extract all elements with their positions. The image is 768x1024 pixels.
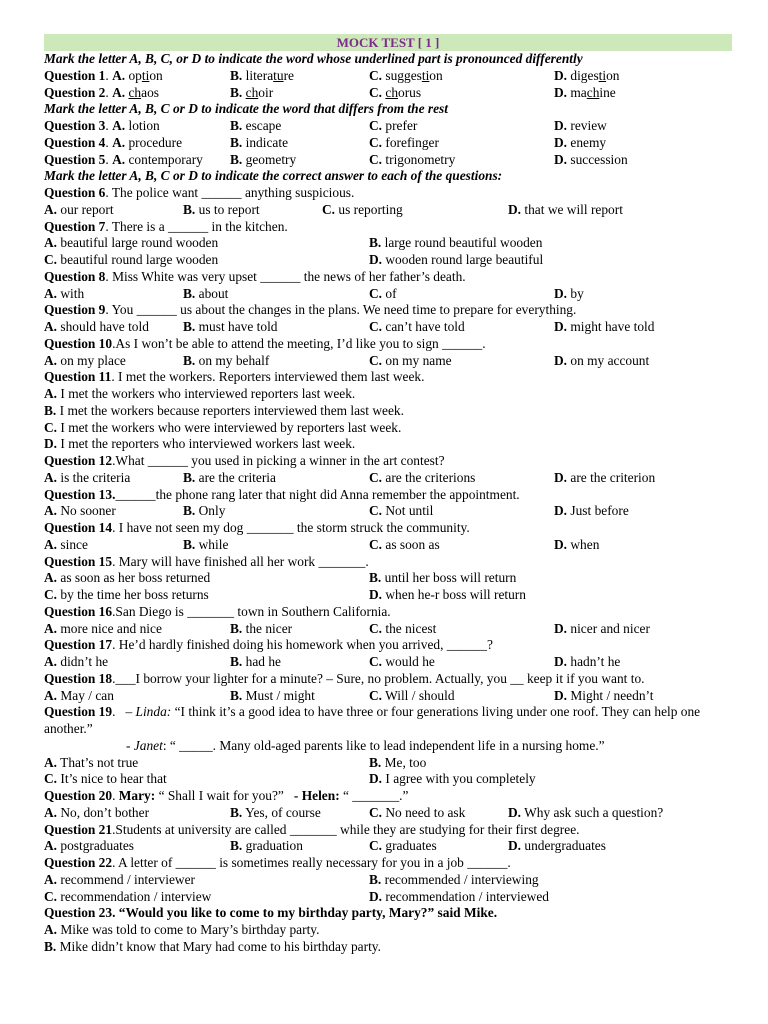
- question-18-stem: Question 18.___I borrow your lighter for a minute? – Sure, no problem. Actually, you __ keep it if you want to.: [44, 670, 645, 686]
- question-9-options: A. should have told B. must have told C. can’t have told D. might have told: [44, 319, 655, 334]
- question-7-stem: Question 7. There is a ______ in the kitchen.: [44, 218, 288, 234]
- question-19-stem: Question 19. – Linda: “I think it’s a good idea to have three or four generations living under one roof. They can help one another.”: [44, 704, 701, 736]
- question-10-options: A. on my place B. on my behalf C. on my name D. on my account: [44, 352, 650, 368]
- question-16-stem: Question 16.San Diego is _______ town in Southern California.: [44, 603, 391, 619]
- question-11-stem: Question 11. I met the workers. Reporters interviewed them last week.: [44, 369, 425, 385]
- question-11-option-d: D. I met the reporters who interviewed workers last week.: [44, 436, 356, 452]
- question-19-reply: - Janet: “ _____. Many old-aged parents like to lead independent life in a nursing home.”: [126, 737, 605, 753]
- question-3: Question 3. A. lotion B. escape C. prefer D. review: [44, 118, 607, 133]
- question-8-options: A. with B. about C. of D. by: [44, 285, 584, 301]
- question-11-option-a: A. I met the workers who interviewed reporters last week.: [44, 386, 356, 401]
- question-6-options: A. our report B. us to report C. us reporting D. that we will report: [44, 201, 623, 217]
- question-23-option-b: B. Mike didn’t know that Mary had come to his birthday party.: [44, 938, 381, 954]
- question-14-stem: Question 14. I have not seen my dog _______ the storm struck the community.: [44, 520, 470, 535]
- question-22-options-ab: A. recommend / interviewer B. recommended / interviewing: [44, 871, 539, 887]
- question-13-stem: Question 13.______the phone rang later that night did Anna remember the appointment.: [44, 486, 520, 502]
- question-2: Question 2. A. chaos B. choir C. chorus D. machine: [44, 84, 616, 100]
- question-11-option-c: C. I met the workers who were interviewed by reporters last week.: [44, 419, 402, 435]
- question-1: Question 1. A. option B. literature C. suggestion D. digestion: [44, 67, 620, 83]
- question-15-options-cd: C. by the time her boss returns D. when he-r boss will return: [44, 587, 526, 602]
- question-7-options-cd: C. beautiful round large wooden D. wooden round large beautiful: [44, 252, 544, 267]
- question-label: Question 4: [44, 134, 106, 150]
- question-15-options-ab: A. as soon as her boss returned B. until her boss will return: [44, 570, 517, 586]
- question-12-stem: Question 12.What ______ you used in picking a winner in the art contest?: [44, 453, 445, 468]
- question-label: Question 1: [44, 67, 106, 83]
- question-14-options: A. since B. while C. as soon as D. when: [44, 536, 600, 552]
- question-23-stem: Question 23. “Would you like to come to my birthday party, Mary?” said Mike.: [44, 905, 498, 921]
- question-11-option-b: B. I met the workers because reporters interviewed them last week.: [44, 402, 404, 418]
- question-label: Question 3: [44, 118, 106, 133]
- question-23-option-a: A. Mike was told to come to Mary’s birthday party.: [44, 922, 320, 937]
- question-19-options-ab: A. That’s not true B. Me, too: [44, 754, 427, 770]
- question-8-stem: Question 8. Miss White was very upset ______ the news of her father’s death.: [44, 268, 466, 284]
- question-17-stem: Question 17. He’d hardly finished doing his homework when you arrived, ______?: [44, 637, 493, 653]
- question-7-options-ab: A. beautiful large round wooden B. large round beautiful wooden: [44, 235, 543, 251]
- question-9-stem: Question 9. You ______ us about the changes in the plans. We need time to prepare for everything.: [44, 302, 577, 318]
- question-5: Question 5. A. contemporary B. geometry C. trigonometry D. succession: [44, 151, 628, 167]
- question-label: Question 5: [44, 151, 106, 167]
- instruction-pronunciation: Mark the letter A, B, C, or D to indicate the word whose underlined part is pronounced differently: [44, 51, 583, 66]
- question-13-options: A. No sooner B. Only C. Not until D. Just before: [44, 503, 629, 519]
- test-title: MOCK TEST [ 1 ]: [44, 34, 732, 51]
- question-4: Question 4. A. procedure B. indicate C. forefinger D. enemy: [44, 134, 607, 150]
- instruction-differs: Mark the letter A, B, C or D to indicate the word that differs from the rest: [44, 101, 448, 117]
- question-20-stem: Question 20. Mary: “ Shall I wait for you?” - Helen: “ _______.”: [44, 788, 409, 803]
- question-12-options: A. is the criteria B. are the criteria C. are the criterions D. are the criterion: [44, 469, 656, 485]
- question-21-stem: Question 21.Students at university are called _______ while they are studying for their first degree.: [44, 821, 580, 837]
- question-21-options: A. postgraduates B. graduation C. graduates D. undergraduates: [44, 838, 606, 854]
- instruction-correct: Mark the letter A, B, C or D to indicate the correct answer to each of the questions:: [44, 168, 503, 184]
- question-6-stem: Question 6. The police want ______ anything suspicious.: [44, 185, 355, 200]
- question-20-options: A. No, don’t bother B. Yes, of course C. No need to ask D. Why ask such a question?: [44, 804, 664, 820]
- test-page: [44, 34, 732, 956]
- question-18-options: A. May / can B. Must / might C. Will / should D. Might / needn’t: [44, 687, 654, 703]
- question-19-options-cd: C. It’s nice to hear that D. I agree with you completely: [44, 771, 536, 787]
- question-label: Question 2: [44, 84, 106, 100]
- question-16-options: A. more nice and nice B. the nicer C. the nicest D. nicer and nicer: [44, 620, 650, 636]
- question-22-options-cd: C. recommendation / interview D. recommendation / interviewed: [44, 888, 549, 904]
- question-22-stem: Question 22. A letter of ______ is sometimes really necessary for you in a job ______.: [44, 855, 511, 870]
- question-15-stem: Question 15. Mary will have finished all her work _______.: [44, 553, 369, 569]
- question-17-options: A. didn’t he B. had he C. would he D. hadn’t he: [44, 654, 621, 669]
- question-10-stem: Question 10.As I won’t be able to attend the meeting, I’d like you to sign ______.: [44, 335, 486, 351]
